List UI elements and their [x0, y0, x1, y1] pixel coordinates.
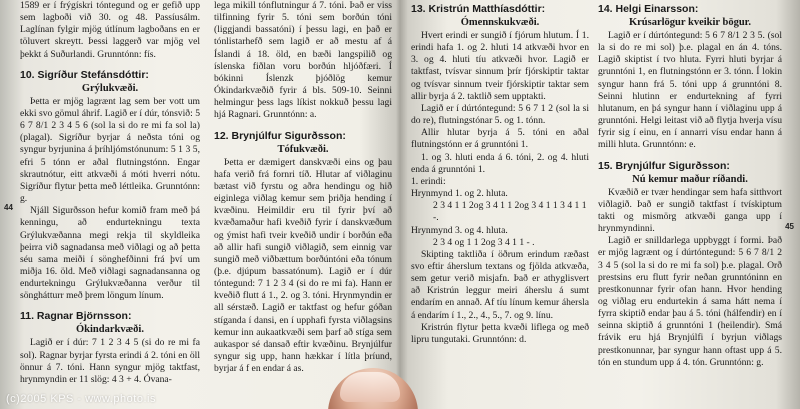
- intro-paragraph: 1589 er í frýgískri tóntegund og er gefið upp sem lagboði við 30. og 48. Passíusálm. Laglínan fylgir mjög útlínum lagboðans en er töluvert skreytt. Þessi laggerð var mjög vel þekkt á Suðurlandi. Grunntónn: fís.: [20, 0, 200, 60]
- section-subtitle: Grýlukvæði.: [81, 82, 139, 94]
- hrynmynd-value: 2 3 4 1 1 2og 3 4 1 1 2og 3 4 1 1 3 4 1 1 -.: [433, 200, 587, 224]
- hrynmynd-label: Hrynmynd 3. og 4. hluta.: [411, 224, 508, 236]
- hrynmynd-value: 2 3 4 og 1 1 2og 3 4 1 1 - .: [433, 236, 535, 248]
- copyright-watermark: (c)2005 KPS - www.photo.is: [6, 393, 156, 405]
- section-subtitle: Tófukvæði.: [277, 143, 329, 155]
- section-subtitle: Ókindarkvæði.: [76, 324, 144, 336]
- section-title: 11. Ragnar Björnsson:: [20, 310, 132, 323]
- paragraph: Lagið er snilldarlega uppbyggt í formi. Það er mjög lagrænt og í dúrtóntegund: 5 6 7 8/1 2 3 4 5 (sol la si do re mi fa sol) þ.e. plagal. Orð prestsins eru flutt fyrir neðan grunntóninn en prestkonunnar fyrir ofan hann. Hvor hending og viðlag eru endurtekin á sama hátt nema í fyrra skiptið endar þau á 5. tóni (hálfendir) en í seinna skiptið á grunntóni 1 (heilendir). Smá frávik eru hjá Brynjúlfi í byrjun viðlags prestkonunnar, þar syngur hann oftast upp á 5. tón en stundum upp á 4. tón. Grunntónn: g.: [598, 235, 782, 368]
- section-12: [214, 130, 392, 376]
- paragraph: Njáll Sigurðsson hefur komið fram með þá kenningu, að endurtekningu texta Grýlukvæðanna megi rekja til skyldleika þeirra við sagnadansa með viðlagi og að þetta séu sama meiði í sönghefðinni frá því um miðja 16. öld. Með viðlagi sagnadansanna og endurtekningu Grýlukvæðanna verður til sönghátturr með þrem löngum línum.: [20, 205, 200, 302]
- section-title: 14. Helgi Einarsson:: [598, 3, 699, 15]
- paragraph: Lagið er í dúr: 7 1 2 3 4 5 (si do re mi fa sol). Ragnar byrjar fyrsta erindi á 2. tóni en öll önnur á 7. tóni. Hann syngur mjög taktfast, hrynmyndin er 11 slög: 4 3 + 4. Óvana-: [20, 337, 200, 385]
- section-title: 15. Brynjúlfur Sigurðsson:: [598, 159, 730, 172]
- paragraph: Lagið er í dúrtóntegund: 5 6 7 8/1 2 3 5. (sol la si do re mi sol) þ.e. plagal en án 4. tóns. Lagið skiptist í tvo hluta. Fyrri hluti byrjar á grunntóni 1, en flutningstónn er 3. tónn. Í lokin syngur hann frá 5. tóni upp á grunntóni 8. Seinni hlutinn er endurtekning af fyrri hlutanum, en þá syngur hann í viðlaginu upp á grunntóni. Helgi leitast við að flytja hverja vísu fyrir sig í einu, en í annarri vísu endar hann á milli hluta. Grunntónn: e.: [598, 30, 782, 151]
- thumbnail-nail: [340, 372, 400, 402]
- rhythm-block: [411, 176, 589, 249]
- section-15: [598, 160, 782, 369]
- hrynmynd-label: Hrynmynd 1. og 2. hluta.: [411, 188, 508, 200]
- left-column-1: [20, 0, 200, 409]
- section-subtitle: Nú kemur maður ríðandi.: [632, 173, 748, 185]
- paragraph: Allir hlutar byrja á 5. tóni en aðal flutningstónn er á grunntóni 1.: [411, 127, 589, 151]
- section-subtitle: Krúsarlögur kveikir bögur.: [628, 17, 752, 28]
- paragraph: 1. og 3. hluti enda á 6. tóni, 2. og 4. hluti enda á grunntóni 1.: [411, 151, 589, 175]
- page-number-left: 44: [4, 203, 13, 212]
- right-page: [401, 0, 800, 409]
- page-number-right: 45: [785, 222, 794, 231]
- section-title: 12. Brynjúlfur Sigurðsson:: [214, 129, 346, 142]
- paragraph: Þetta er dæmigert danskvæði eins og þau hafa verið frá fornri tíð. Hlutar af viðlaginu bætast við fyrstu og aðra hendingu og hið eiginlega viðlag kemur sem þriðja hending í kvæðinu. Heimildir eru til fyrir því að kvæðamaður hafi kveðið fyrir í danskvæðum og ýmist hafi tveir kveðið undir í borðún eða að allir hafi sungið viðlagið, sem einnig var sungið með viðbættum borðúntóni eða tónum (þ.e. djúpum bassatónum). Lagið er í dúr tóntegund: 7 1 2 3 4 (si do re mi fa). Hann er kveðið flutt á 1., 2. og 3. tóni. Hrynmyndin er all sérstæð. Lagið er taktfast og hefur góðan stíganda í dansi, en í upphafi fyrsta viðlagsins kemur inn aukaatkvæði sem þarf að stíga sem aukaspor sé dansað eftir kvæðinu. Brynjúlfur syngur sig upp, hann hækkar í lítla þríund, byrjar á f en endar á as.: [214, 156, 392, 375]
- paragraph: Hvert erindi er sungið í fjórum hlutum. Í 1. erindi hafa 1. og 2. hluti 14 atkvæði hvor en 3. og 4. hluti tíu atkvæði hvor. Lagið er taktfast, tvísvar sinnum þrír fjórskiptir taktar og tvísvar sinnum tveir fjórskiptir taktar sem allir byrja á 2. taktlið sem upptakti.: [411, 30, 589, 102]
- left-column-2: [214, 0, 392, 409]
- section-14: [598, 3, 782, 152]
- paragraph: Kristrún flytur þetta kvæði liflega og með lipru tungutaki. Grunntónn: d.: [411, 321, 589, 345]
- paragraph: Skipting taktliða í öðrum erindum ræðast svo eftir áherslum textans og fjölda atkvæða, sem getur verið misjafn. Það er athyglisvert að Kristrún leggur meiri áherslu á sumt endarím en annað. Af tíu línum kemur áhersla á endarím í 1., 2., 4., 5., 7. og 9. línu.: [411, 248, 589, 321]
- section-subtitle: Ómennskukvæði.: [460, 17, 540, 28]
- section-title: 13. Kristrún Matthíasdóttir:: [411, 3, 546, 15]
- paragraph: Þetta er mjög lagrænt lag sem ber vott um ekki svo gömul áhrif. Lagið er í dúr, tónsvið: 5 6 7 8/1 2 3 4 5 6 (sol la si do re mi fa sol la) (plagal). Sigríður byrjar á neðsta tóni og syngur byrjunina á þríhljómstónunum: 5 1 3 5, efri 5 tónn er aðal flutningstónn. Engar skrautnótur, eitt atkvæði á móti hverri nótu. Sigríður flytur þetta með léttleika. Grunntónn: g.: [20, 95, 200, 205]
- paragraph: Lagið er í dúrtóntegund: 5 6 7 1 2 (sol la si do re), flutningstónar 5. og 1. tónn.: [411, 102, 589, 127]
- section-11: [20, 310, 200, 386]
- paragraph: Kvæðið er tvær hendingar sem hafa sitthvort viðlagið. Það er sungið taktfast í tvískiptum takti og mismörg atkvæði ganga upp í hrynmyndinni.: [598, 186, 782, 235]
- erindi-label: 1. erindi:: [411, 175, 446, 187]
- right-column-2: [598, 0, 782, 409]
- section-10: [20, 69, 200, 303]
- continued-paragraph: lega mikill tónflutningur á 7. tóni. Það er viss tilfinning fyrir 5. tóni sem borðún tóni (liggjandi bassatóni) í þessu lagi, en það er tónlistarhefð sem lagið er að mestu af á Íslandi á 18. öld, en bæði langspilið og íslenska fiðlan voru borðún hljóðfæri. Í bókinni Íslenzk þjóðlög kemur Ókindarkvæðið fyrir á bls. 509-10. Seinni helmingur þess lags líkist nokkuð þessu lagi hjá Ragnari. Grunntónn: a.: [214, 0, 392, 121]
- right-column-1: [411, 0, 589, 409]
- section-title: 10. Sigríður Stefánsdóttir:: [20, 68, 149, 81]
- section-13: [411, 3, 589, 346]
